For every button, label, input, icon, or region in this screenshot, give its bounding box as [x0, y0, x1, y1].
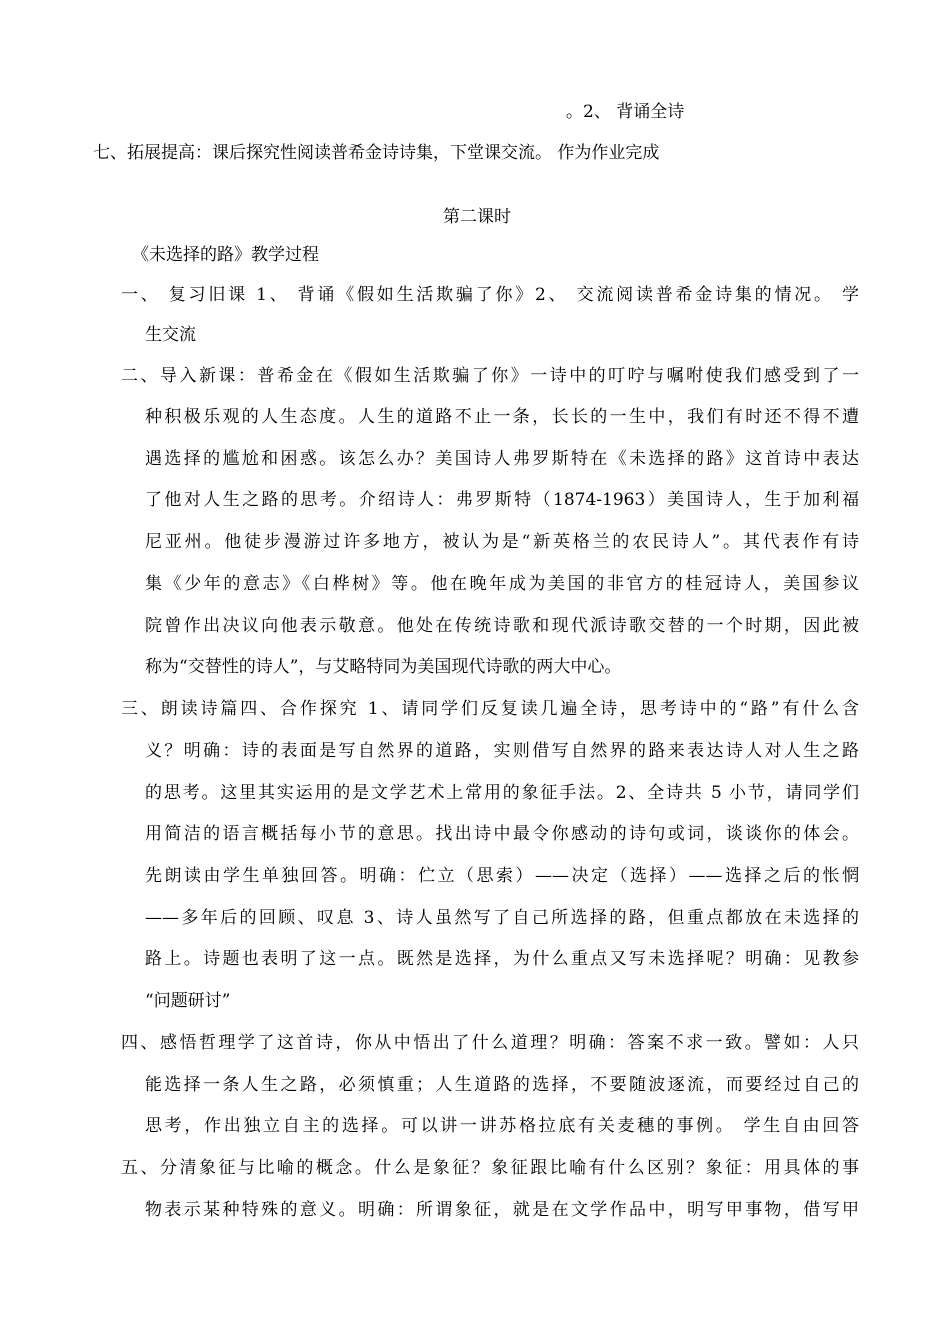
text-line: 五、分清象征与比喻的概念。什么是象征？象征跟比喻有什么区别？象征：用具体的事	[121, 1158, 859, 1178]
text-line: 种积极乐观的人生态度。人生的道路不止一条，长长的一生中，我们有时还不得不遭	[145, 407, 859, 427]
text-line: 称为“交替性的诗人”，与艾略特同为美国现代诗歌的两大中心。	[145, 657, 622, 677]
text-line: 物表示某种特殊的意义。明确：所谓象征，就是在文学作品中，明写甲事物，借写甲	[145, 1200, 859, 1220]
text-line: 能选择一条人生之路，必须慎重；人生道路的选择，不要随波逐流，而要经过自己的	[145, 1075, 859, 1095]
text-line: 。2、 背诵全诗	[566, 102, 685, 122]
text-line: 二、导入新课：普希金在《假如生活欺骗了你》一诗中的叮咛与嘱咐使我们感受到了一	[121, 366, 859, 386]
text-line: 尼亚州。他徒步漫游过许多地方，被认为是“新英格兰的农民诗人”。其代表作有诗	[145, 532, 859, 552]
lesson-title: 《未选择的路》教学过程	[132, 245, 319, 265]
text-line: 院曾作出决议向他表示敬意。他处在传统诗歌和现代派诗歌交替的一个时期，因此被	[145, 616, 859, 636]
text-line: 七、拓展提高：课后探究性阅读普希金诗诗集，下堂课交流。 作为作业完成	[93, 143, 660, 163]
text-line: “问题研讨”	[145, 991, 231, 1011]
text-line: 一、 复习旧课 1、 背诵《假如生活欺骗了你》2、 交流阅读普希金诗集的情况。 学	[121, 285, 859, 305]
text-line: 的思考。这里其实运用的是文学艺术上常用的象征手法。2、全诗共 5 小节，请同学们	[145, 783, 859, 803]
text-line: 义？明确：诗的表面是写自然界的道路，实则借写自然界的路来表达诗人对人生之路	[145, 741, 859, 761]
text-line: 三、朗读诗篇四、合作探究 1、请同学们反复读几遍全诗，思考诗中的“路”有什么含	[121, 699, 859, 719]
text-line: 四、感悟哲理学了这首诗，你从中悟出了什么道理？明确：答案不求一致。譬如：人只	[121, 1033, 859, 1053]
text-line: ——多年后的回顾、叹息 3、诗人虽然写了自己所选择的路，但重点都放在未选择的	[145, 908, 859, 928]
text-line: 了他对人生之路的思考。介绍诗人：弗罗斯特（1874-1963）美国诗人，生于加利福	[145, 490, 859, 510]
text-line: 集《少年的意志》《白桦树》等。他在晚年成为美国的非官方的桂冠诗人，美国参议	[145, 574, 859, 594]
text-line: 遇选择的尴尬和困惑。该怎么办？美国诗人弗罗斯特在《未选择的路》这首诗中表达	[145, 449, 859, 469]
text-line: 先朗读由学生单独回答。明确：伫立（思索）——决定（选择）——选择之后的怅惘	[145, 866, 859, 886]
text-line: 用简洁的语言概括每小节的意思。找出诗中最令你感动的诗句或词，谈谈你的体会。	[145, 824, 859, 844]
text-line: 生交流	[145, 325, 196, 345]
text-line: 思考，作出独立自主的选择。可以讲一讲苏格拉底有关麦穗的事例。 学生自由回答	[145, 1116, 859, 1136]
text-line: 路上。诗题也表明了这一点。既然是选择，为什么重点又写未选择呢？明确：见教参	[145, 949, 859, 969]
section-heading: 第二课时	[443, 207, 511, 227]
